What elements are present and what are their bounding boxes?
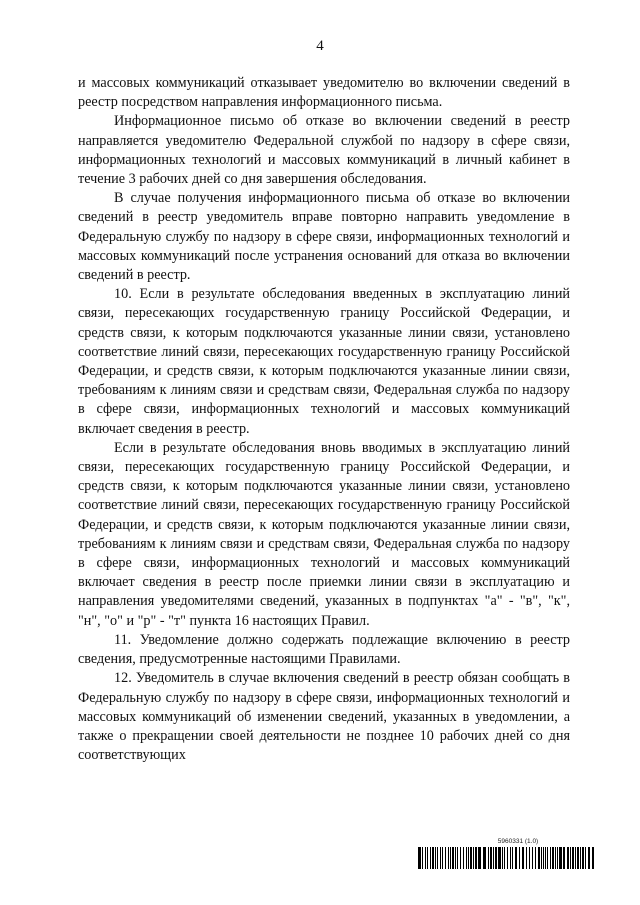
paragraph-item-11: 11. Уведомление должно содержать подлежащие включению в реестр сведения, предусмотренные настоящими Правилами. bbox=[78, 631, 570, 668]
document-body bbox=[78, 74, 570, 765]
paragraph-item-12: 12. Уведомитель в случае включения сведений в реестр обязан сообщать в Федеральную службу по надзору в сфере связи, информационных технологий и массовых коммуникаций об изменении сведений, указанных в уведомлении, а также о прекращении своей деятельности не позднее 10 рабочих дней со дня соответствующих bbox=[78, 670, 570, 764]
paragraph: В случае получения информационного письма об отказе во включении сведений в реестр уведомитель вправе повторно направить уведомление в Федеральную службу по надзору в сфере связи, информационных технологий и массовых коммуникаций после устранения оснований для отказа во включении сведений в реестр. bbox=[78, 190, 570, 284]
paragraph-item-10: 10. Если в результате обследования введенных в эксплуатацию линий связи, пересекающих государственную границу Российской Федерации, и средств связи, к которым подключаются указанные линии связи, установлено соответствие линий связи, пересекающих государственную границу Российской Федерации, и средств связи, к которым подключаются указанные линии связи, требованиям к линиям связи и средствам связи, Федеральная служба по надзору в сфере связи, информационных технологий и массовых коммуникаций включает сведения в реестр. bbox=[78, 286, 570, 437]
barcode-caption: 5960331 (1.0) bbox=[497, 838, 539, 845]
paragraph: и массовых коммуникаций отказывает уведомителю во включении сведений в реестр посредством направления информационного письма. bbox=[78, 75, 570, 111]
paragraph: Информационное письмо об отказе во включении сведений в реестр направляется уведомителю Федеральной службой по надзору в сфере связи, информационных технологий и массовых коммуникаций в личный кабинет в течение 3 рабочих дней со дня завершения обследования. bbox=[78, 113, 570, 188]
page-number: 4 bbox=[316, 38, 324, 54]
paragraph: Если в результате обследования вновь вводимых в эксплуатацию линий связи, пересекающих государственную границу Российской Федерации, и средств связи, к которым подключаются указанные линии связи, установлено соответствие линий связи, пересекающих государственную границу Российской Федерации, и средств связи, к которым подключаются указанные линии связи, требованиям к линиям связи и средствам связи, Федеральная служба по надзору в сфере связи, информационных технологий и массовых коммуникаций включает сведения в реестр после приемки линии связи в эксплуатацию и направления уведомителями сведений, указанных в подпунктах "а" - "в", "к", "н", "о" и "р" - "т" пункта 16 настоящих Правил. bbox=[78, 439, 570, 629]
barcode-icon bbox=[418, 847, 598, 869]
document-barcode bbox=[418, 838, 598, 869]
